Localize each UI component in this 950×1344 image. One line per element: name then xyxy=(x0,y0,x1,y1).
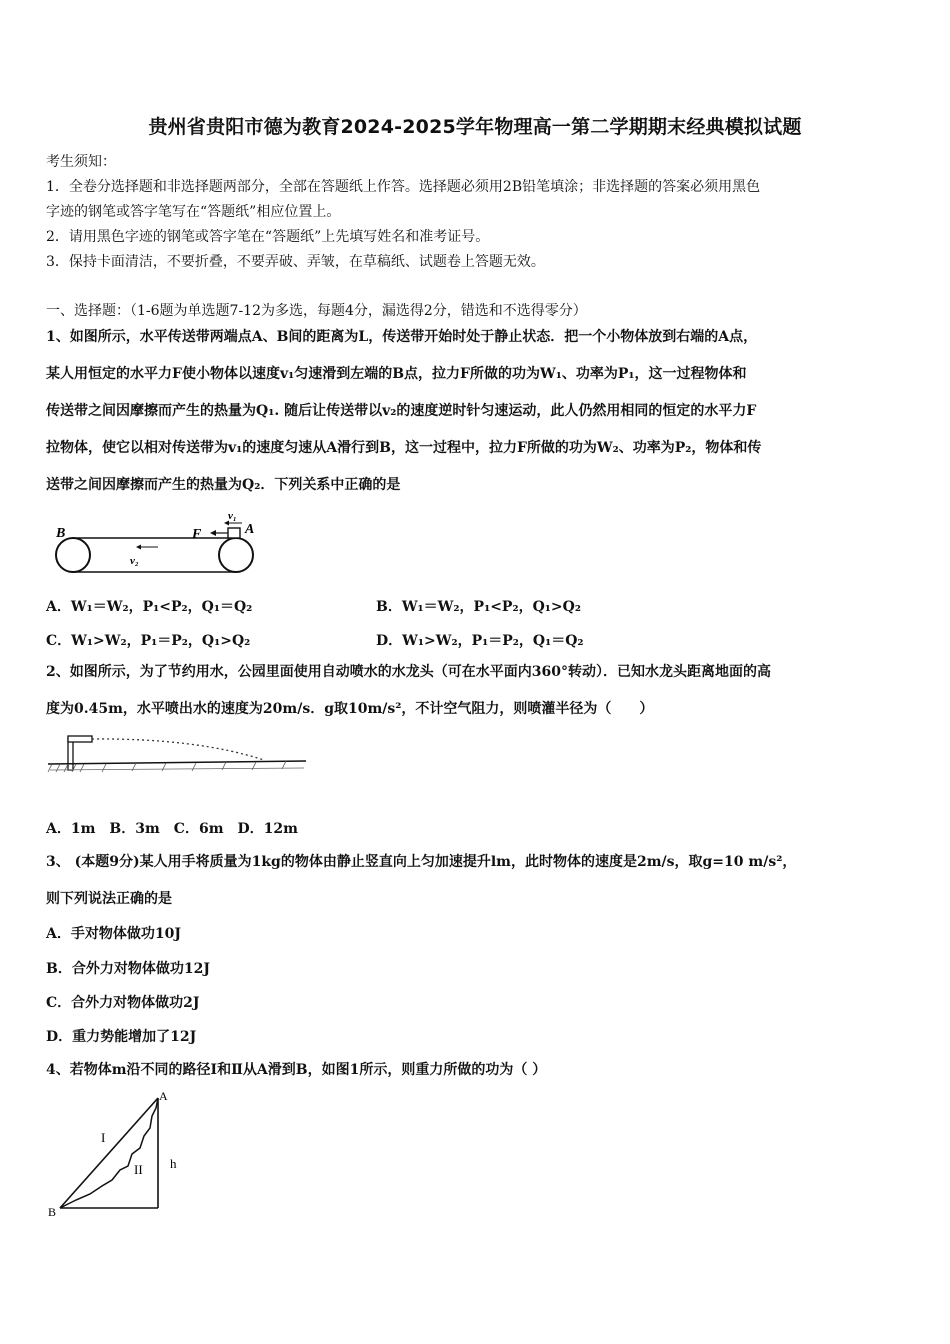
label-A: A xyxy=(245,522,255,537)
water-trajectory xyxy=(92,739,264,760)
q3-option-d: D．重力势能增加了12J xyxy=(46,1029,197,1045)
right-roller xyxy=(219,538,253,572)
label-B: B xyxy=(48,1205,57,1219)
q1-option-d: D．W₁>W₂，P₁＝P₂，Q₁＝Q₂ xyxy=(376,633,584,649)
q3-option-b: B．合外力对物体做功12J xyxy=(46,961,210,977)
notice-item: 2．请用黑色字迹的钢笔或答字笔在“答题纸”上先填写姓名和准考证号。 xyxy=(46,229,490,245)
notice-item: 3．保持卡面清洁，不要折叠，不要弄破、弄皱，在草稿纸、试题卷上答题无效。 xyxy=(46,254,545,270)
q1-text: 传送带之间因摩擦而产生的热量为Q₁. 随后让传送带以v₂的速度逆时针匀速运动，此人仍然用相同的恒定的水平力F xyxy=(46,403,757,419)
block xyxy=(228,528,240,538)
page-title: 贵州省贵阳市德为教育2024-2025学年物理高一第二学期期末经典模拟试题 xyxy=(148,116,802,138)
label-I: I xyxy=(101,1130,106,1145)
label-A: A xyxy=(159,1089,168,1103)
q1-text: 拉物体，使它以相对传送带为v₁的速度匀速从A滑行到B，这一过程中，拉力F所做的功为W₂、功率为P₂，物体和传 xyxy=(46,440,762,456)
q1-text: 某人用恒定的水平力F使小物体以速度v₁匀速滑到左端的B点，拉力F所做的功为W₁、功率为P₁，这一过程物体和 xyxy=(46,366,747,382)
q2-text: 度为0.45m，水平喷出水的速度为20m/s．g取10m/s²，不计空气阻力，则喷灌半径为（ ） xyxy=(46,701,654,717)
sprinkler-figure xyxy=(46,730,308,782)
label-F: F xyxy=(192,527,202,542)
ground-line xyxy=(48,761,306,764)
q4-text: 4、若物体m沿不同的路径Ⅰ和Ⅱ从A滑到B，如图1所示，则重力所做的功为（ ） xyxy=(46,1062,547,1078)
notice-heading: 考生须知： xyxy=(46,154,116,170)
label-II: II xyxy=(134,1162,143,1177)
q1-option-b: B．W₁＝W₂，P₁<P₂，Q₁>Q₂ xyxy=(376,599,581,615)
label-h: h xyxy=(170,1156,177,1171)
path-I xyxy=(60,1098,158,1208)
incline-paths-figure xyxy=(46,1090,196,1220)
notice-item: 1．全卷分选择题和非选择题两部分，全部在答题纸上作答。选择题必须用2B铅笔填涂；非选择题的答案必须用黑色 xyxy=(46,179,761,195)
q1-option-a: A．W₁＝W₂，P₁<P₂，Q₁＝Q₂ xyxy=(46,599,253,615)
left-roller xyxy=(56,538,90,572)
q3-option-a: A．手对物体做功10J xyxy=(46,926,181,942)
q3-text: 3、 (本题9分)某人用手将质量为1kg的物体由静止竖直向上匀加速提升lm，此时物体的速度是2m/s，取g=10 m/s²， xyxy=(46,854,797,870)
section-heading: 一、选择题：（1-6题为单选题7-12为多选，每题4分，漏选得2分，错选和不选得零分） xyxy=(46,303,587,319)
label-v1: v₁ xyxy=(228,510,237,522)
q1-text: 送带之间因摩擦而产生的热量为Q₂．下列关系中正确的是 xyxy=(46,477,401,493)
label-B: B xyxy=(56,526,66,541)
label-v2: v₂ xyxy=(130,555,139,567)
sprinkler-post xyxy=(68,738,73,770)
q1-text: 1、如图所示，水平传送带两端点A、B间的距离为L，传送带开始时处于静止状态．把一个小物体放到右端的A点， xyxy=(46,329,758,345)
conveyor-belt-figure xyxy=(50,508,260,578)
q1-option-c: C．W₁>W₂，P₁＝P₂，Q₁>Q₂ xyxy=(46,633,251,649)
q3-option-c: C．合外力对物体做功2J xyxy=(46,995,200,1011)
nozzle xyxy=(68,736,92,742)
q2-options: A．1m B．3m C．6m D．12m xyxy=(46,821,298,837)
q2-text: 2、如图所示，为了节约用水，公园里面使用自动喷水的水龙头（可在水平面内360°转动）．已知水龙头距离地面的高 xyxy=(46,664,771,680)
q3-text: 则下列说法正确的是 xyxy=(46,891,172,907)
notice-item: 字迹的钢笔或答字笔写在“答题纸”相应位置上。 xyxy=(46,204,341,220)
